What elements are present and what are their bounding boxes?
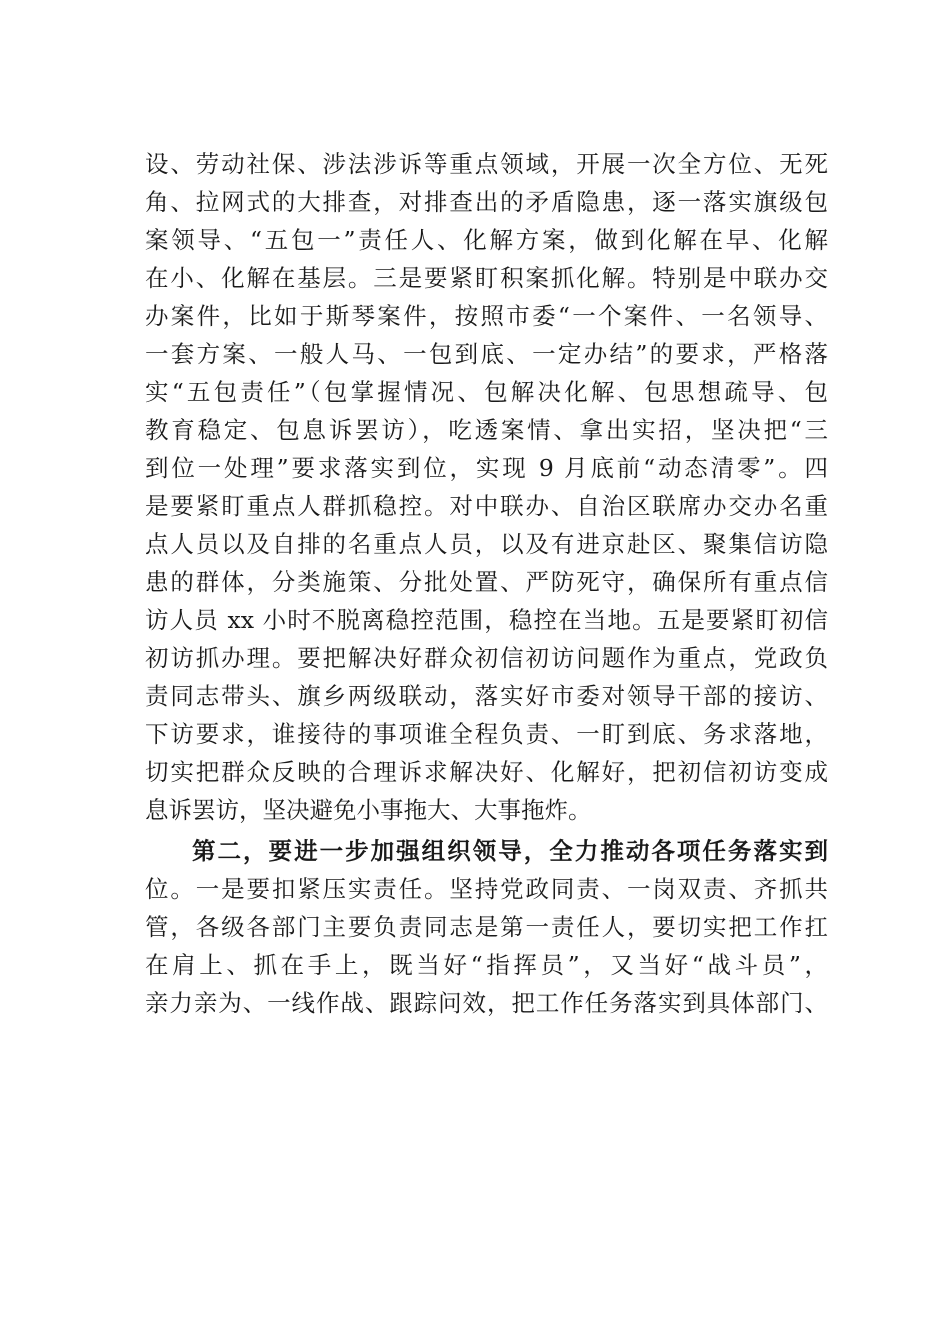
- text-line: 教育稳定、包息诉罢访），吃透案情、拿出实招，坚决把“三: [145, 416, 828, 444]
- text-line: 一套方案、一般人马、一包到底、一定办结”的要求，严格落: [145, 340, 828, 368]
- text-line: 管，各级各部门主要负责同志是第一责任人，要切实把工作扛: [145, 913, 828, 941]
- text-line: 第二，要进一步加强组织领导，全力推动各项任务落实到: [192, 837, 828, 865]
- text-line: 位。一是要扣紧压实责任。坚持党政同责、一岗双责、齐抓共: [145, 875, 828, 903]
- text-line: 是要紧盯重点人群抓稳控。对中联办、自治区联席办交办名重: [145, 492, 828, 520]
- text-line: 息诉罢访，坚决避免小事拖大、大事拖炸。: [145, 796, 592, 824]
- text-line: 在小、化解在基层。三是要紧盯积案抓化解。特别是中联办交: [145, 264, 828, 292]
- text-line: 在肩上、抓在手上，既当好“指挥员”，又当好“战斗员”，: [145, 951, 828, 979]
- text-line: 设、劳动社保、涉法涉诉等重点领域，开展一次全方位、无死: [145, 150, 828, 178]
- text-line: 责同志带头、旗乡两级联动，落实好市委对领导干部的接访、: [145, 682, 828, 710]
- text-line: 到位一处理”要求落实到位，实现 9 月底前“动态清零”。四: [145, 454, 828, 482]
- text-line: 切实把群众反映的合理诉求解决好、化解好，把初信初访变成: [145, 758, 828, 786]
- text-line: 亲力亲为、一线作战、跟踪问效，把工作任务落实到具体部门、: [145, 989, 828, 1017]
- text-line: 访人员 xx 小时不脱离稳控范围，稳控在当地。五是要紧盯初信: [145, 606, 828, 634]
- text-line: 患的群体，分类施策、分批处置、严防死守，确保所有重点信: [145, 568, 828, 596]
- text-line: 案领导、“五包一”责任人、化解方案，做到化解在早、化解: [145, 226, 828, 254]
- text-line: 办案件，比如于斯琴案件，按照市委“一个案件、一名领导、: [145, 302, 828, 330]
- text-line: 初访抓办理。要把解决好群众初信初访问题作为重点，党政负: [145, 644, 828, 672]
- text-line: 角、拉网式的大排查，对排查出的矛盾隐患，逐一落实旗级包: [145, 188, 828, 216]
- text-line: 点人员以及自排的名重点人员，以及有进京赴区、聚集信访隐: [145, 530, 828, 558]
- text-line: 实“五包责任”（包掌握情况、包解决化解、包思想疏导、包: [145, 378, 828, 406]
- text-line: 下访要求，谁接待的事项谁全程负责、一盯到底、务求落地，: [145, 720, 828, 748]
